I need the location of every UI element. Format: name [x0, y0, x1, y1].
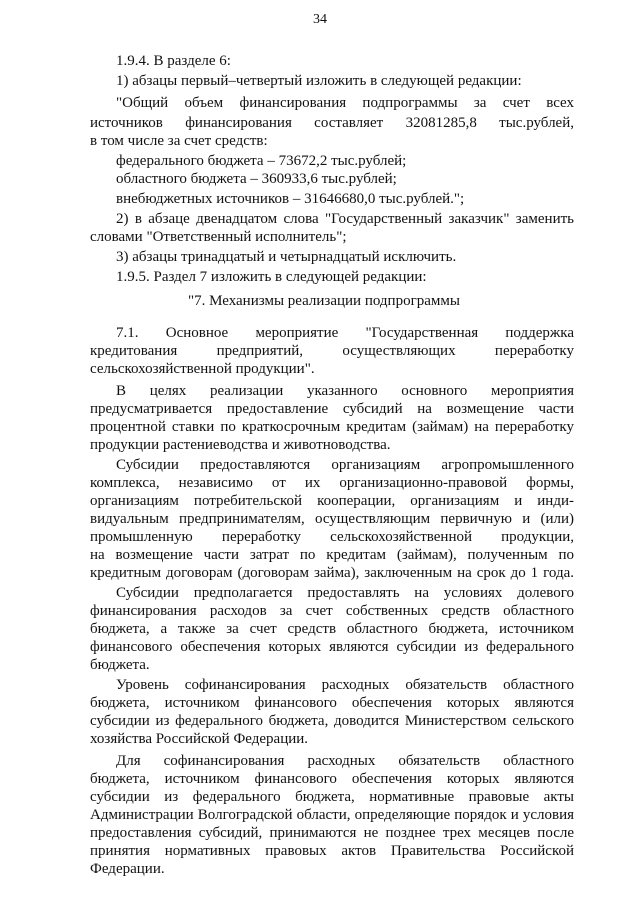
- text-line: областного бюджета – 360933,6 тыс.рублей;: [116, 171, 397, 187]
- text-line: предоставления субсидий, принимаются не позднее трех месяцев после: [90, 825, 574, 841]
- text-line: видуальным предпринимателям, осуществляющим первичную и (или): [90, 511, 574, 527]
- text-line: 1) абзацы первый–четвертый изложить в следующей редакции:: [116, 73, 522, 89]
- text-line: "Общий объем финансирования подпрограммы за счет всех: [116, 95, 574, 111]
- text-line: бюджета, а также за счет средств областного бюджета, источником: [90, 621, 574, 637]
- text-line: бюджета, источником финансового обеспечения которых являются: [90, 771, 574, 787]
- text-line: словами "Ответственный исполнитель";: [90, 229, 347, 245]
- text-line: кредитным договорам (договорам займа), заключенным на срок до 1 года.: [90, 565, 574, 581]
- text-line: предусматривается предоставление субсидий на возмещение части: [90, 401, 574, 417]
- text-line: 7.1. Основное мероприятие "Государственная поддержка: [116, 325, 574, 341]
- text-line: продукции растениеводства и животноводства.: [90, 437, 391, 453]
- text-line: Для софинансирования расходных обязательств областного: [116, 753, 574, 769]
- text-line: Уровень софинансирования расходных обязательств областного: [116, 677, 574, 693]
- text-line: субсидии из федерального бюджета, нормативные правовые акты: [90, 789, 574, 805]
- text-line: промышленную переработку сельскохозяйственной продукции,: [90, 529, 574, 545]
- text-line: сельскохозяйственной продукции".: [90, 361, 315, 377]
- text-line: В целях реализации указанного основного мероприятия: [116, 383, 574, 399]
- text-line: 3) абзацы тринадцатый и четырнадцатый исключить.: [116, 249, 457, 265]
- text-line: финансирования расходов за счет собственных средств областного: [90, 603, 574, 619]
- text-line: бюджета, источником финансового обеспечения которых являются: [90, 695, 574, 711]
- text-line: комплекса, независимо от их организационно-правовой формы,: [90, 475, 574, 491]
- text-line: внебюджетных источников – 31646680,0 тыс.рублей.";: [116, 191, 465, 207]
- text-line: на возмещение части затрат по кредитам (займам), полученным по: [90, 547, 574, 563]
- text-line: хозяйства Российской Федерации.: [90, 731, 309, 747]
- text-line: 1.9.4. В разделе 6:: [116, 53, 231, 69]
- text-line: 1.9.5. Раздел 7 изложить в следующей редакции:: [116, 269, 427, 285]
- text-line: Субсидии предполагается предоставлять на условиях долевого: [116, 585, 574, 601]
- text-line: федерального бюджета – 73672,2 тыс.рублей;: [116, 153, 407, 169]
- text-line: финансового обеспечения которых являются субсидии из федерального: [90, 639, 574, 655]
- text-line: источников финансирования составляет 32081285,8 тыс.рублей,: [90, 115, 574, 131]
- text-line: бюджета.: [90, 657, 150, 673]
- text-line: кредитования предприятий, осуществляющих переработку: [90, 343, 574, 359]
- text-line: Субсидии предоставляются организациям агропромышленного: [116, 457, 574, 473]
- text-line: в том числе за счет средств:: [90, 133, 268, 149]
- text-line: 2) в абзаце двенадцатом слова "Государственный заказчик" заменить: [116, 211, 574, 227]
- text-line: субсидии из федерального бюджета, доводится Министерством сельского: [90, 713, 574, 729]
- text-line: принятия нормативных правовых актов Правительства Российской: [90, 843, 574, 859]
- text-line: организациям потребительской кооперации, организациям и инди-: [90, 493, 574, 509]
- text-line: Администрации Волгоградской области, определяющие порядок и условия: [90, 807, 574, 823]
- page-number: 34: [313, 12, 327, 27]
- text-line: Федерации.: [90, 861, 165, 877]
- text-line: процентной ставки по краткосрочным кредитам (займам) на переработку: [90, 419, 574, 435]
- section-heading: "7. Механизмы реализации подпрограммы: [188, 293, 460, 309]
